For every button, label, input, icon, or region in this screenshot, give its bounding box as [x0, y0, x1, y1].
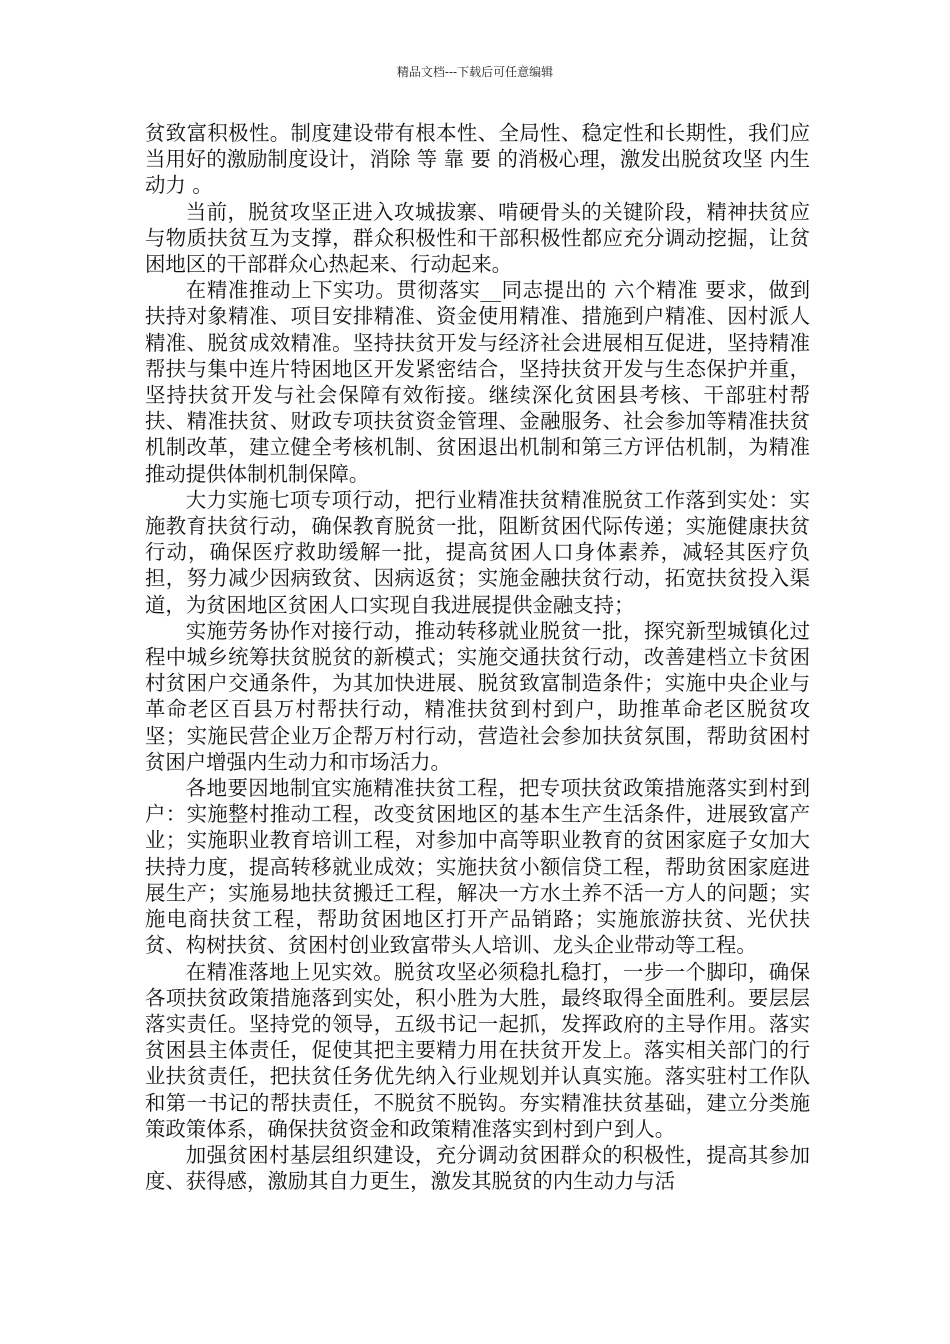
paragraph-6: 各地要因地制宜实施精准扶贫工程，把专项扶贫政策措施落实到村到户：实施整村推动工程，改变贫困地区的基本生产生活条件，进展致富产业；实施职业教育培训工程，对参加中高等职业教育的贫困家庭子女加大扶持力度，提高转移就业成效；实施扶贫小额信贷工程，帮助贫困家庭进展生产；实施易地扶贫搬迁工程，解决一方水土养不活一方人的问题；实施电商扶贫工程，帮助贫困地区打开产品销路；实施旅游扶贫、光伏扶贫、构树扶贫、贫困村创业致富带头人培训、龙头企业带动等工程。: [145, 776, 810, 958]
paragraph-2: 当前，脱贫攻坚正进入攻城拔寨、啃硬骨头的关键阶段，精神扶贫应与物质扶贫互为支撑，群众积极性和干部积极性都应充分调动挖掘，让贫困地区的干部群众心热起来、行动起来。: [145, 199, 810, 277]
paragraph-5: 实施劳务协作对接行动，推动转移就业脱贫一批，探究新型城镇化过程中城乡统筹扶贫脱贫的新模式；实施交通扶贫行动，改善建档立卡贫困村贫困户交通条件，为其加快进展、脱贫致富制造条件；实施中央企业与革命老区百县万村帮扶行动，精准扶贫到村到户，助推革命老区脱贫攻坚；实施民营企业万企帮万村行动，营造社会参加扶贫氛围，帮助贫困村贫困户增强内生动力和市场活力。: [145, 618, 810, 774]
page-header: 精品文档---下载后可任意编辑: [396, 65, 554, 79]
paragraph-3: 在精准推动上下实功。贯彻落实__同志提出的 六个精准 要求，做到扶持对象精准、项目安排精准、资金使用精准、措施到户精准、因村派人精准、脱贫成效精准。坚持扶贫开发与经济社会进展相互促进，坚持精准帮扶与集中连片特困地区开发紧密结合，坚持扶贫开发与生态保护并重，坚持扶贫开发与社会保障有效衔接。继续深化贫困县考核、干部驻村帮扶、精准扶贫、财政专项扶贫资金管理、金融服务、社会参加等精准扶贫机制改革，建立健全考核机制、贫困退出机制和第三方评估机制，为精准推动提供体制机制保障。: [145, 278, 810, 486]
paragraph-1: 贫致富积极性。制度建设带有根本性、全局性、稳定性和长期性，我们应当用好的激励制度设计，消除 等 靠 要 的消极心理，激发出脱贫攻坚 内生动力 。: [145, 121, 810, 198]
paragraph-8: 加强贫困村基层组织建设，充分调动贫困群众的积极性，提高其参加度、获得感，激励其自力更生，激发其脱贫的内生动力与活: [145, 1142, 810, 1194]
paragraph-7: 在精准落地上见实效。脱贫攻坚必须稳扎稳打，一步一个脚印，确保各项扶贫政策措施落到实处，积小胜为大胜，最终取得全面胜利。要层层落实责任。坚持党的领导，五级书记一起抓，发挥政府的主导作用。落实贫困县主体责任，促使其把主要精力用在扶贫开发上。落实相关部门的行业扶贫责任，把扶贫任务优先纳入行业规划并认真实施。落实驻村工作队和第一书记的帮扶责任，不脱贫不脱钩。夯实精准扶贫基础，建立分类施策政策体系，确保扶贫资金和政策精准落实到村到户到人。: [145, 959, 810, 1141]
document-body: [145, 120, 810, 1194]
paragraph-4: 大力实施七项专项行动，把行业精准扶贫精准脱贫工作落到实处：实施教育扶贫行动，确保教育脱贫一批，阻断贫困代际传递；实施健康扶贫行动，确保医疗救助缓解一批，提高贫困人口身体素养，减轻其医疗负担，努力减少因病致贫、因病返贫；实施金融扶贫行动，拓宽扶贫投入渠道，为贫困地区贫困人口实现自我进展提供金融支持；: [145, 487, 810, 617]
